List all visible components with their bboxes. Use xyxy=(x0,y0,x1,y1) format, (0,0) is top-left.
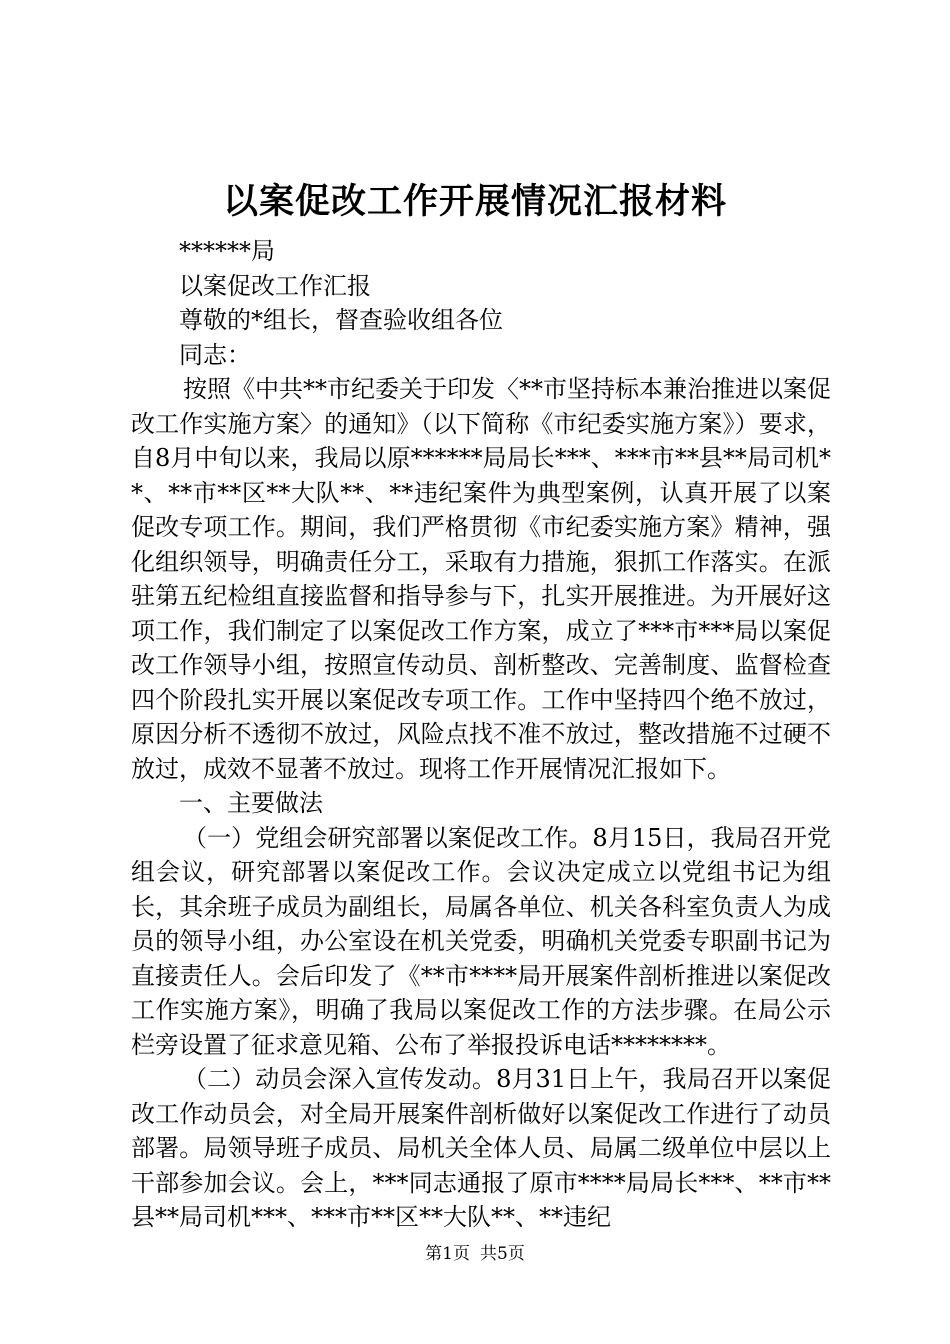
document-body xyxy=(131,234,831,1235)
page-total: 共5页 xyxy=(480,1244,525,1264)
document-title: 以案促改工作开展情况汇报材料 xyxy=(222,181,727,222)
paragraph-bureau: ******局 xyxy=(179,237,275,265)
paragraph-salutation-end: 同志： xyxy=(179,340,251,369)
paragraph-salutation: 尊敬的*组长，督查验收组各位 xyxy=(179,306,503,334)
page-number: 第1页 xyxy=(425,1244,470,1264)
paragraph-intro: 按照《中共**市纪委关于印发〈**市坚持标本兼治推进以案促改工作实施方案〉的通知》（以下简称《市纪委实施方案》）要求，自8月中旬以来，我局以原******局局长***、***市**县**局司机**、**市**区**大队**、**违纪案件为典型案例，认真开展了以案促改专项工作。期间，我们严格贯彻《市纪委实施方案》精神，强化组织领导，明确责任分工，采取有力措施，狠抓工作落实。在派驻第五纪检组直接监督和指导参与下，扎实开展推进。为开展好这项工作，我们制定了以案促改工作方案，成立了***市***局以案促改工作领导小组，按照宣传动员、剖析整改、完善制度、监督检查四个阶段扎实开展以案促改专项工作。工作中坚持四个绝不放过，原因分析不透彻不放过，风险点找不准不放过，整改措施不过硬不放过，成效不显著不放过。现将工作开展情况汇报如下。 xyxy=(131,375,831,783)
page-footer xyxy=(0,1242,950,1266)
section-heading-main-practices: 一、主要做法 xyxy=(179,789,323,817)
paragraph-report-title: 以案促改工作汇报 xyxy=(179,271,371,300)
paragraph-item-1: （一）党组会研究部署以案促改工作。8月15日，我局召开党组会议，研究部署以案促改工作。会议决定成立以党组书记为组长，其余班子成员为副组长，局属各单位、机关各科室负责人为成员的领导小组，办公室设在机关党委，明确机关党委专职副书记为直接责任人。会后印发了《**市****局开展案件剖析推进以案促改工作实施方案》，明确了我局以案促改工作的方法步骤。在局公示栏旁设置了征求意见箱、公布了举报投诉电话********。 xyxy=(131,823,831,1059)
paragraph-item-2: （二）动员会深入宣传发动。8月31日上午，我局召开以案促改工作动员会，对全局开展案件剖析做好以案促改工作进行了动员部署。局领导班子成员、局机关全体人员、局属二级单位中层以上干部参加会议。会上，***同志通报了原市****局局长***、**市**县**局司机***、***市**区**大队**、**违纪 xyxy=(131,1065,831,1231)
